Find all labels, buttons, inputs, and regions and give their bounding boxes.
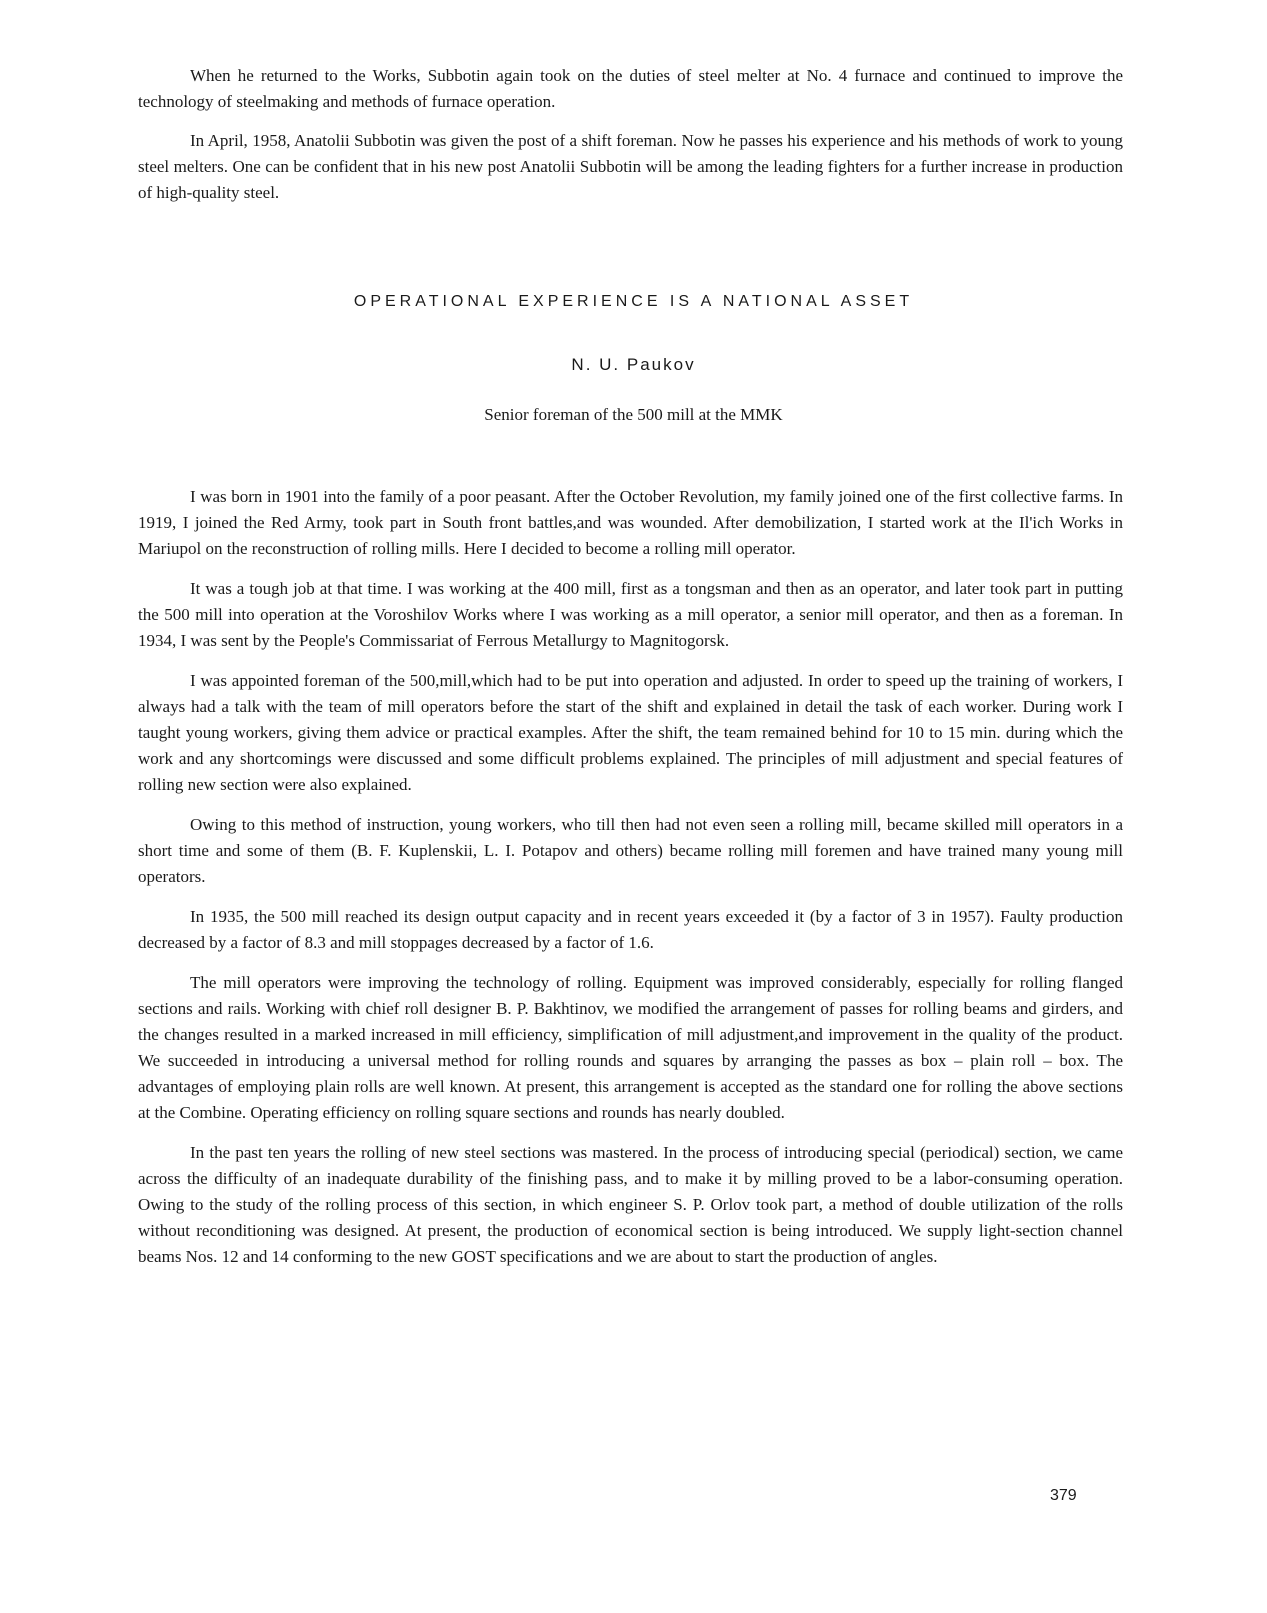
continuation-paragraph-1: When he returned to the Works, Subbotin again took on the duties of steel melter at No. 4 furnace and continued to improve the technology of steelmaking and methods of furnace operation.	[138, 66, 1123, 111]
continuation-paragraph-2: In April, 1958, Anatolii Subbotin was given the post of a shift foreman. Now he passes his experience and his methods of work to young steel melters. One can be confident that in his new post Anatolii Subbotin will be among the leading fighters for a further increase in production of high-quality steel.	[138, 131, 1123, 202]
article-body	[138, 484, 1123, 1270]
article-paragraph-1: I was born in 1901 into the family of a poor peasant. After the October Revolution, my family joined one of the first collective farms. In 1919, I joined the Red Army, took part in South front battles,and was wounded. After demobilization, I started work at the Il'ich Works in Mariupol on the reconstruction of rolling mills. Here I decided to become a rolling mill operator.	[138, 487, 1123, 558]
page-number: 379	[1050, 1487, 1077, 1504]
article-title: OPERATIONAL EXPERIENCE IS A NATIONAL ASSET	[353, 293, 914, 310]
continuation-text	[138, 63, 1123, 206]
article-author: N. U. Paukov	[571, 355, 696, 374]
article-paragraph-3: I was appointed foreman of the 500,mill,which had to be put into operation and adjusted. In order to speed up the training of workers, I always had a talk with the team of mill operators before the start of the shift and explained in detail the task of each worker. During work I taught young workers, giving them advice or practical examples. After the shift, the team remained behind for 10 to 15 min. during which the work and any shortcomings were discussed and some difficult problems explained. The principles of mill adjustment and special features of rolling new section were also explained.	[138, 671, 1123, 794]
article-paragraph-7: In the past ten years the rolling of new steel sections was mastered. In the process of introducing special (periodical) section, we came across the difficulty of an inadequate durability of the finishing pass, and to make it by milling proved to be a labor-consuming operation. Owing to the study of the rolling process of this section, in which engineer S. P. Orlov took part, a method of double utilization of the rolls without reconditioning was designed. At present, the production of economical section is being introduced. We supply light-section channel beams Nos. 12 and 14 conforming to the new GOST specifications and we are about to start the production of angles.	[138, 1143, 1123, 1266]
article-paragraph-5: In 1935, the 500 mill reached its design output capacity and in recent years exceeded it (by a factor of 3 in 1957). Faulty production decreased by a factor of 8.3 and mill stoppages decreased by a factor of 1.6.	[138, 907, 1123, 952]
article-paragraph-6: The mill operators were improving the technology of rolling. Equipment was improved considerably, especially for rolling flanged sections and rails. Working with chief roll designer B. P. Bakhtinov, we modified the arrangement of passes for rolling beams and girders, and the changes resulted in a marked increased in mill efficiency, simplification of mill adjustment,and improvement in the quality of the product. We succeeded in introducing a universal method for rolling rounds and squares by arranging the passes as box – plain roll – box. The advantages of employing plain rolls are well known. At present, this arrangement is accepted as the standard one for rolling the above sections at the Combine. Operating efficiency on rolling square sections and rounds has nearly doubled.	[138, 973, 1123, 1122]
article-paragraph-2: It was a tough job at that time. I was working at the 400 mill, first as a tongsman and then as an operator, and later took part in putting the 500 mill into operation at the Voroshilov Works where I was working as a mill operator, a senior mill operator, and then as a foreman. In 1934, I was sent by the People's Commissariat of Ferrous Metallurgy to Magnitogorsk.	[138, 579, 1123, 650]
article-paragraph-4: Owing to this method of instruction, young workers, who till then had not even seen a rolling mill, became skilled mill operators in a short time and some of them (B. F. Kuplenskii, L. I. Potapov and others) became rolling mill foremen and have trained many young mill operators.	[138, 815, 1123, 886]
article-affiliation: Senior foreman of the 500 mill at the MMK	[484, 405, 783, 424]
